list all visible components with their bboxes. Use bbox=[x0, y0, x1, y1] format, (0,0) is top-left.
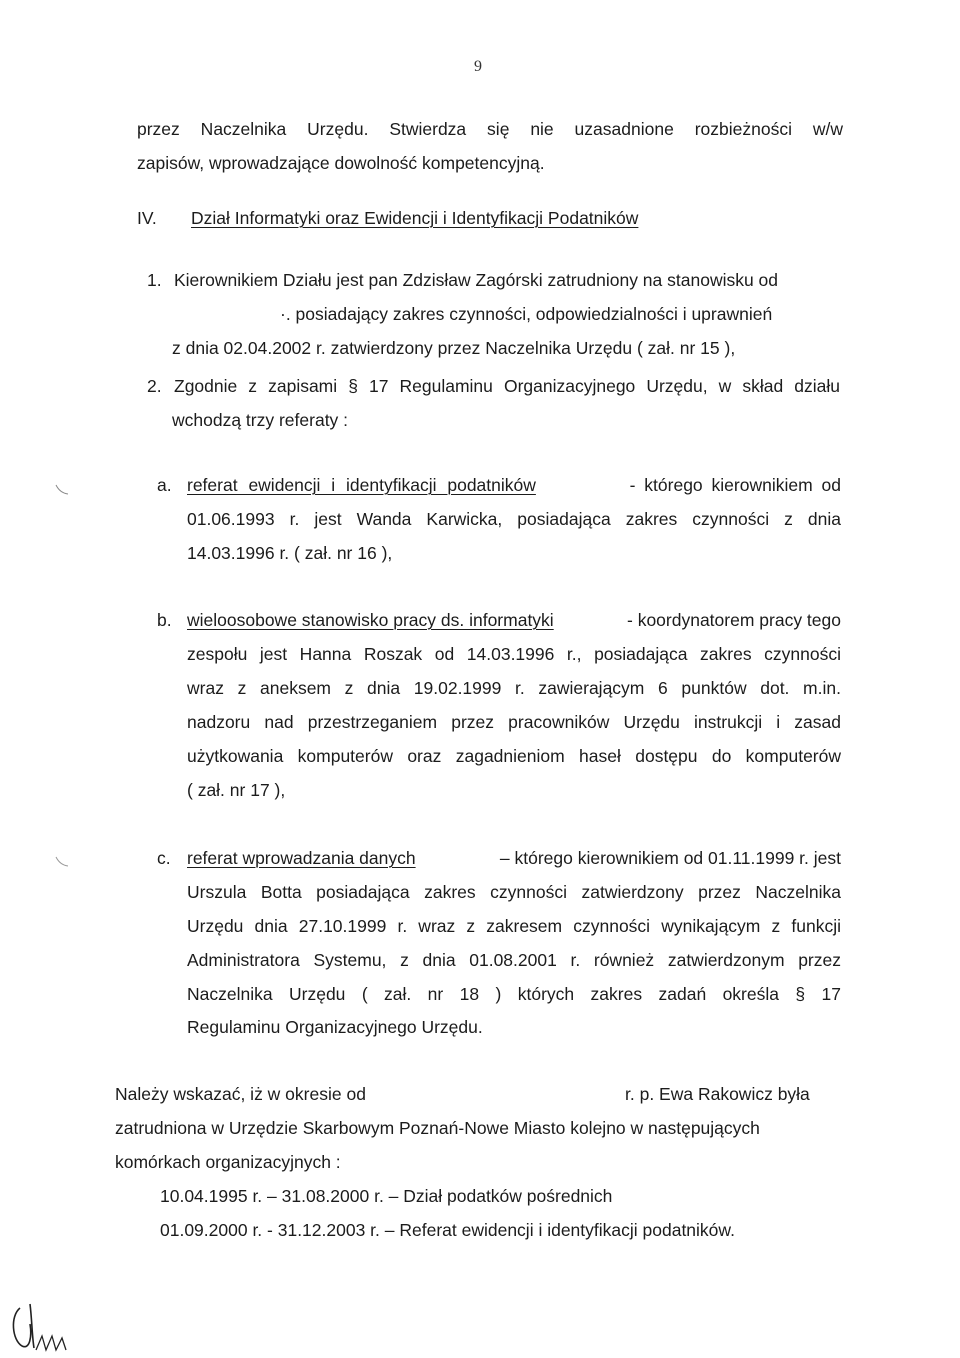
employment-entry: 01.09.2000 r. - 31.12.2003 r. – Referat ewidencji i identyfikacji podatników. bbox=[160, 1220, 735, 1240]
text-span: - koordynatorem pracy tego bbox=[627, 610, 841, 630]
text-line: z dnia 02.04.2002 r. zatwierdzony przez Naczelnika Urzędu ( zał. nr 15 ), bbox=[172, 338, 736, 358]
text-line: 14.03.1996 r. ( zał. nr 16 ), bbox=[187, 543, 393, 563]
text-line: Urzędu dnia 27.10.1999 r. wraz z zakresem czynności wynikającym z funkcji bbox=[187, 916, 841, 936]
page-number: 9 bbox=[474, 58, 482, 75]
text-line: Kierownikiem Działu jest pan Zdzisław Zagórski zatrudniony na stanowisku od bbox=[174, 270, 779, 290]
text-line: ( zał. nr 17 ), bbox=[187, 780, 286, 800]
text-line: Regulaminu Organizacyjnego Urzędu. bbox=[187, 1017, 483, 1037]
referat-name: wieloosobowe stanowisko pracy ds. informatyki bbox=[187, 610, 554, 630]
text-line: Naczelnika Urzędu ( zał. nr 18 ) których zakres zadań określa § 17 bbox=[187, 984, 841, 1004]
item-number: 2. bbox=[147, 376, 162, 396]
text-line: zespołu jest Hanna Roszak od 14.03.1996 r., posiadająca zakres czynności bbox=[187, 644, 841, 664]
text-line: wchodzą trzy referaty : bbox=[172, 410, 349, 430]
text-line: zapisów, wprowadzające dowolność kompetencyjną. bbox=[137, 153, 545, 173]
text-line: Administratora Systemu, z dnia 01.08.2001 r. również zatwierdzonym przez bbox=[187, 950, 841, 970]
subitem-letter: c. bbox=[157, 848, 171, 868]
margin-mark-icon bbox=[55, 484, 69, 496]
text-line: użytkowania komputerów oraz zagadnieniom haseł dostępu do komputerów bbox=[187, 746, 841, 766]
section-number: IV. bbox=[137, 208, 157, 228]
subitem-first-line bbox=[187, 850, 841, 868]
item-number: 1. bbox=[147, 270, 162, 290]
section-title: Dział Informatyki oraz Ewidencji i Identyfikacji Podatników bbox=[191, 208, 639, 228]
text-line: nadzoru nad przestrzeganiem przez pracowników Urzędu instrukcji i zasad bbox=[187, 712, 841, 732]
text-line: zatrudniona w Urzędzie Skarbowym Poznań-Nowe Miasto kolejno w następujących bbox=[115, 1118, 760, 1138]
employment-entry: 10.04.1995 r. – 31.08.2000 r. – Dział podatków pośrednich bbox=[160, 1186, 613, 1206]
subitem-first-line bbox=[187, 612, 841, 630]
text-line: 01.06.1993 r. jest Wanda Karwicka, posiadająca zakres czynności z dnia bbox=[187, 509, 841, 529]
text-line: Zgodnie z zapisami § 17 Regulaminu Organizacyjnego Urzędu, w skład działu bbox=[174, 376, 840, 396]
subitem-letter: b. bbox=[157, 610, 172, 630]
margin-mark-icon bbox=[55, 856, 69, 868]
text-span: - którego kierownikiem od bbox=[629, 475, 841, 495]
referat-name: referat ewidencji i identyfikacji podatników bbox=[187, 475, 536, 495]
text-line: ·. posiadający zakres czynności, odpowiedzialności i uprawnień bbox=[280, 304, 773, 324]
text-span: – którego kierownikiem od 01.11.1999 r. jest bbox=[499, 848, 841, 868]
referat-name: referat wprowadzania danych bbox=[187, 848, 416, 868]
handwritten-initials-icon bbox=[6, 1300, 76, 1354]
text-line: Urszula Botta posiadająca zakres czynności zatwierdzony przez Naczelnika bbox=[187, 882, 841, 902]
text-line: przez Naczelnika Urzędu. Stwierdza się nie uzasadnione rozbieżności w/w bbox=[137, 119, 843, 139]
subitem-first-line bbox=[187, 477, 841, 495]
subitem-letter: a. bbox=[157, 475, 172, 495]
text-span: r. p. Ewa Rakowicz była bbox=[625, 1084, 810, 1104]
text-line: wraz z aneksem z dnia 19.02.1999 r. zawierającym 6 punktów dot. m.in. bbox=[187, 678, 841, 698]
text-line: komórkach organizacyjnych : bbox=[115, 1152, 341, 1172]
text-span: Należy wskazać, iż w okresie od bbox=[115, 1084, 366, 1104]
